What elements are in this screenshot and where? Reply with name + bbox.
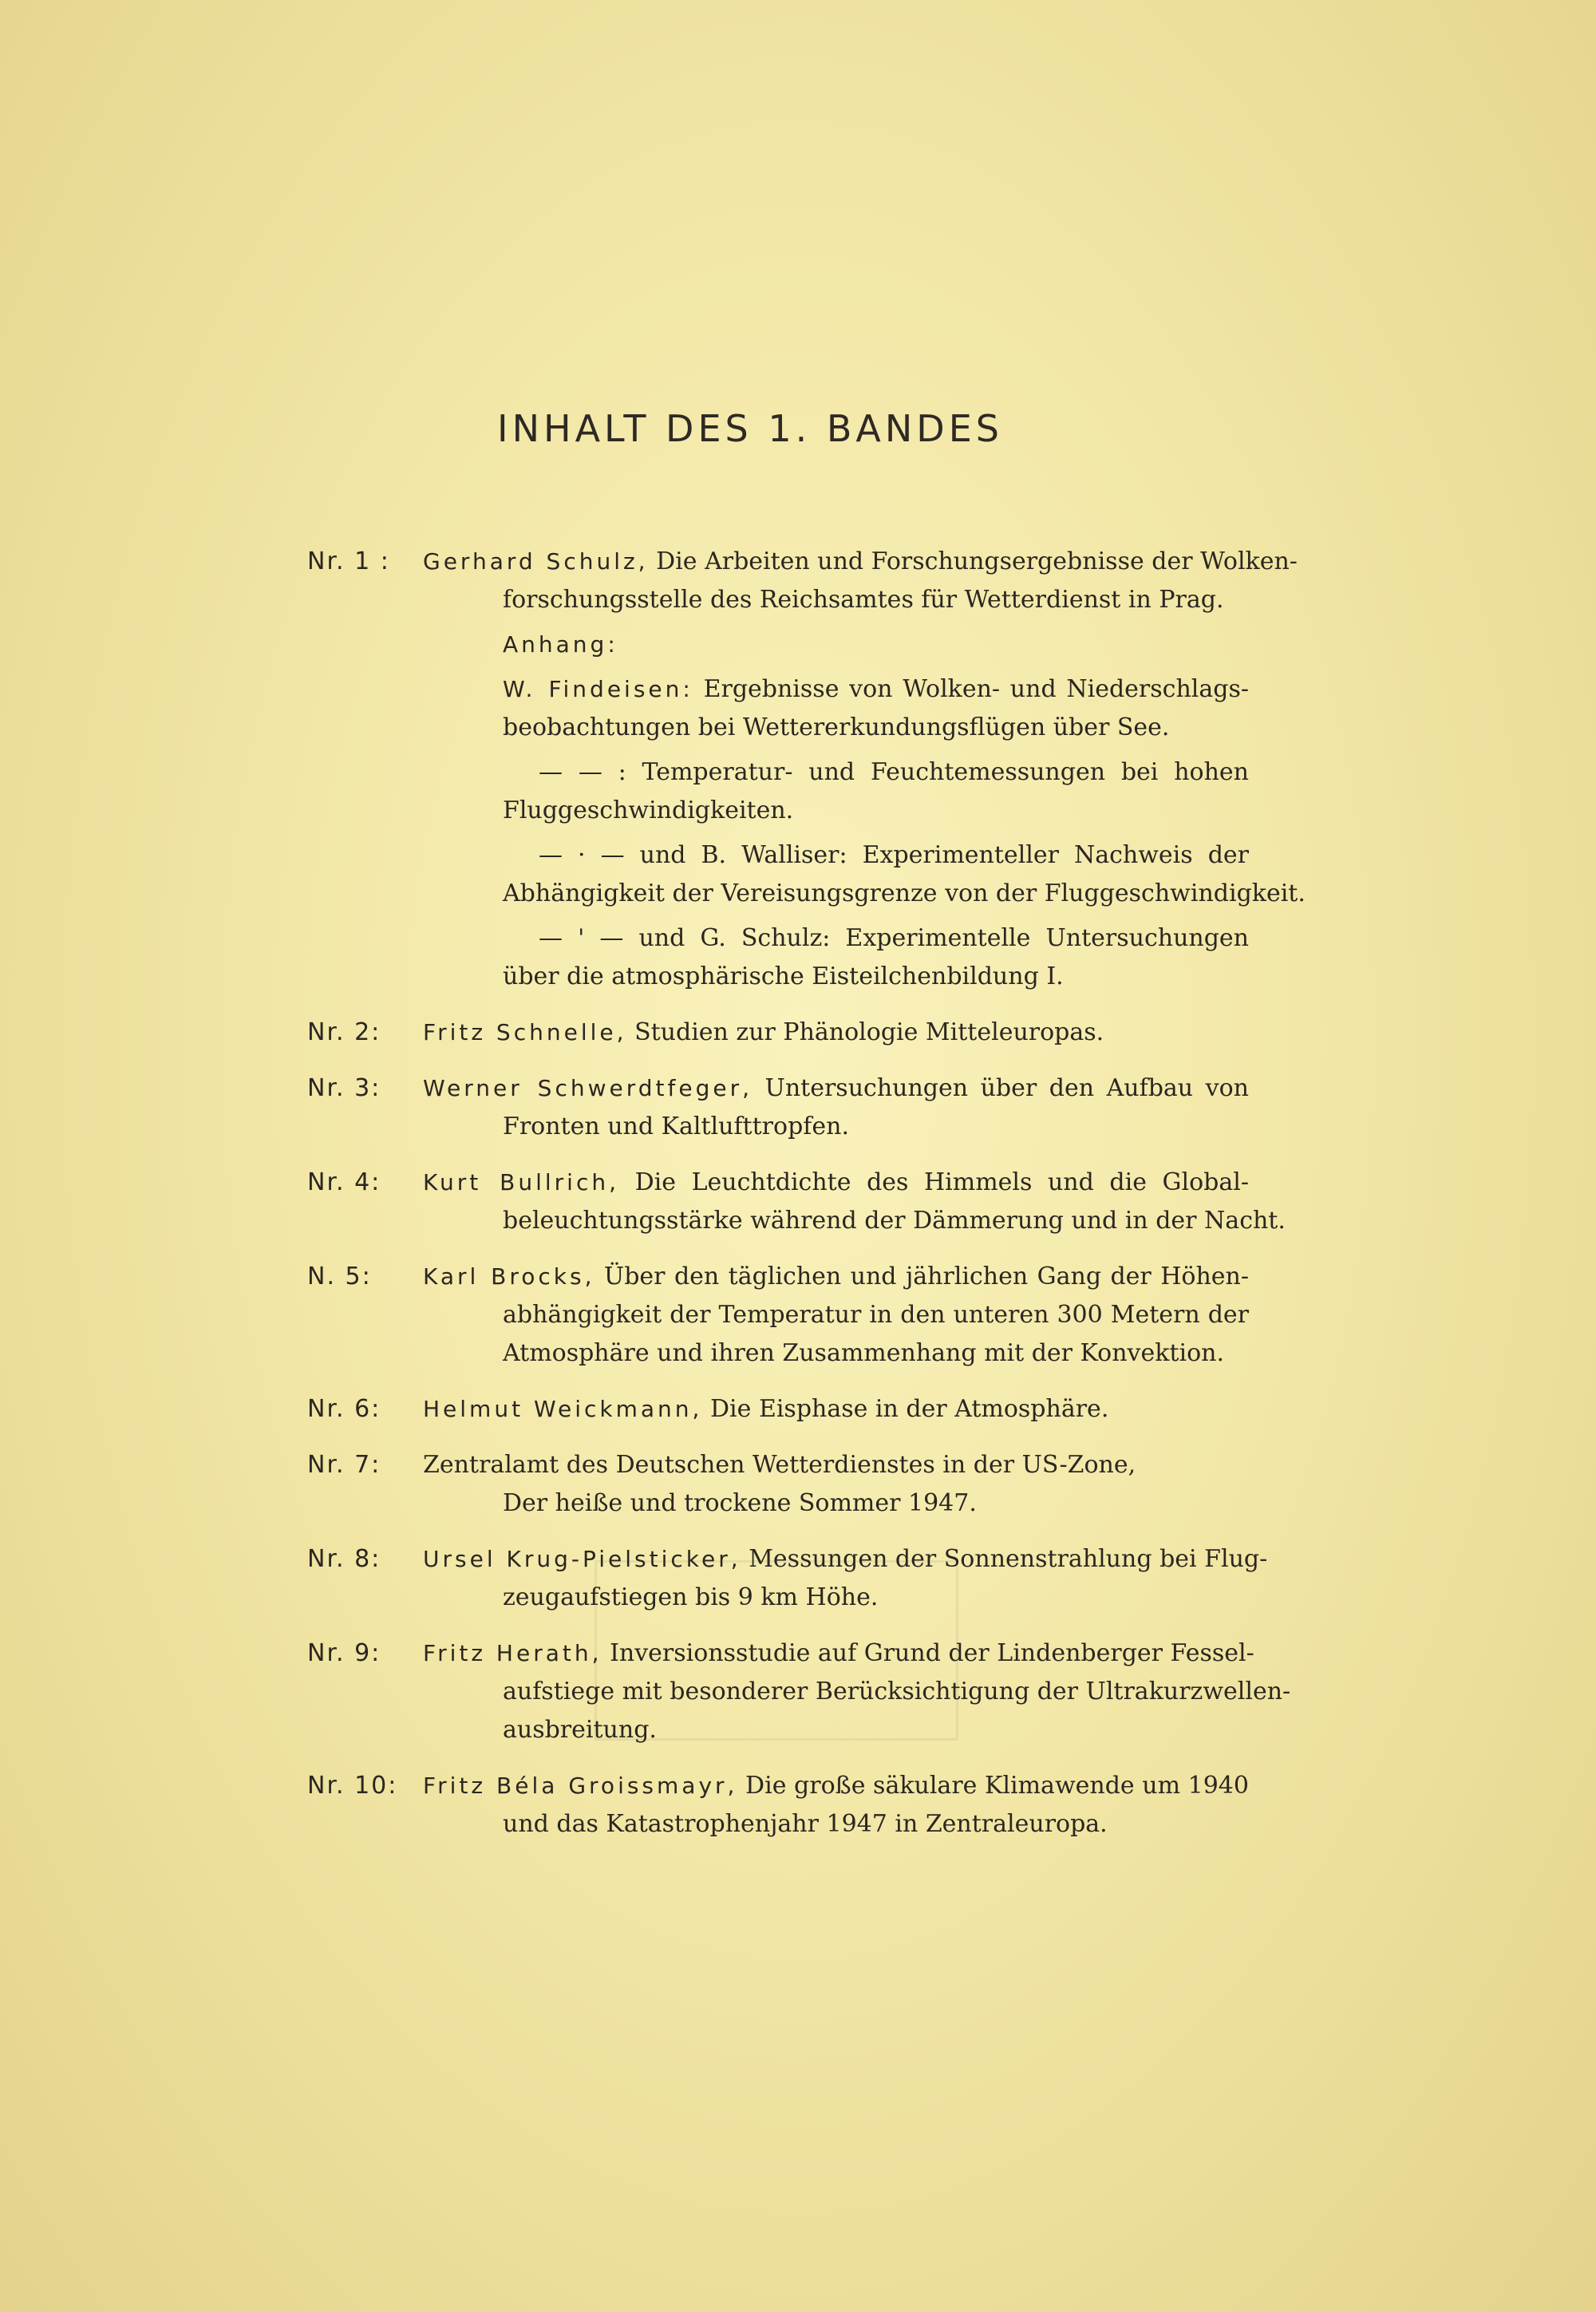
- entry-body: [423, 1069, 1249, 1146]
- entry-author: Fritz Herath,: [423, 1640, 602, 1666]
- entry-title-start: Die Eisphase in der Atmosphäre.: [710, 1395, 1109, 1423]
- entry-line: Der heiße und trockene Sommer 1947.: [503, 1489, 977, 1517]
- entry-body: [423, 1634, 1291, 1749]
- list-item: [307, 1540, 1268, 1617]
- list-item: [307, 1164, 1286, 1240]
- entry-number: Nr. 2:: [307, 1018, 381, 1046]
- entry-body: [423, 543, 1298, 619]
- entry-author: Fritz Schnelle,: [423, 1019, 627, 1045]
- list-item: [307, 1258, 1249, 1373]
- entry-line: [423, 1634, 1254, 1673]
- appendix-item: [503, 753, 1249, 830]
- entry-number: Nr. 3:: [307, 1074, 381, 1102]
- list-item: [307, 543, 1306, 996]
- appendix-item: [503, 670, 1249, 747]
- entry-line: über die atmosphärische Eisteilchenbildung I.: [503, 962, 1064, 990]
- entry-number: Nr. 6:: [307, 1395, 381, 1423]
- appendix: [503, 626, 1306, 996]
- entry-author: Helmut Weickmann,: [423, 1396, 703, 1422]
- entry-title-start: Die Leuchtdichte des Himmels und die Global-: [634, 1168, 1249, 1196]
- entry-number: Nr. 10:: [307, 1772, 398, 1800]
- entry-line: Atmosphäre und ihren Zusammenhang mit der Konvektion.: [503, 1339, 1224, 1367]
- entry-line: [423, 1014, 1249, 1052]
- entry-title-start: Über den täglichen und jährlichen Gang der Höhen-: [603, 1263, 1249, 1290]
- entry-author: Gerhard Schulz,: [423, 548, 649, 575]
- entry-line: Abhängigkeit der Vereisungsgrenze von der Fluggeschwindigkeit.: [503, 879, 1306, 907]
- entry-body: [423, 1258, 1249, 1373]
- entry-body: [423, 1446, 1249, 1523]
- entry-line: zeugaufstiegen bis 9 km Höhe.: [503, 1583, 879, 1611]
- entry-line: beleuchtungsstärke während der Dämmerung und in der Nacht.: [503, 1207, 1286, 1235]
- appendix-item: [503, 919, 1249, 996]
- page-title: INHALT DES 1. BANDES: [497, 407, 1003, 450]
- entry-line: [503, 670, 1249, 709]
- list-item: [307, 1634, 1291, 1749]
- appendix-label: Anhang:: [503, 631, 618, 658]
- entry-line: beobachtungen bei Wettererkundungsflügen über See.: [503, 713, 1170, 741]
- entry-line: — · — und B. Walliser: Experimenteller Nachweis der: [539, 841, 1249, 869]
- entry-line: Fronten und Kaltlufttropfen.: [503, 1113, 849, 1140]
- entry-line: [423, 543, 1298, 581]
- entry-number: Nr. 7:: [307, 1451, 381, 1479]
- entry-title-start: Die große säkulare Klimawende um 1940: [745, 1772, 1249, 1800]
- entry-number: Nr. 8:: [307, 1545, 381, 1573]
- entry-line: abhängigkeit der Temperatur in den unteren 300 Metern der: [503, 1301, 1249, 1329]
- entry-line: forschungsstelle des Reichsamtes für Wetterdienst in Prag.: [503, 586, 1224, 614]
- entry-line: Fluggeschwindigkeiten.: [503, 796, 794, 824]
- contents-list: [307, 543, 1306, 1861]
- entry-line: [423, 1069, 1249, 1108]
- entry-title-start: Die Arbeiten und Forschungsergebnisse der Wolken-: [656, 547, 1298, 575]
- entry-title-start: Messungen der Sonnenstrahlung bei Flug-: [749, 1545, 1268, 1573]
- entry-line: [423, 1767, 1249, 1805]
- entry-body: [423, 1164, 1286, 1240]
- entry-author: Ursel Krug-Pielsticker,: [423, 1546, 741, 1572]
- entry-line: ausbreitung.: [503, 1716, 657, 1744]
- entry-number: Nr. 4:: [307, 1168, 381, 1196]
- appendix-item: [503, 836, 1306, 913]
- entry-body: [423, 1390, 1249, 1429]
- entry-line: Zentralamt des Deutschen Wetterdienstes in der US-Zone,: [423, 1451, 1136, 1479]
- list-item: [307, 1446, 1249, 1523]
- entry-number: N. 5:: [307, 1263, 372, 1290]
- list-item: [307, 1767, 1249, 1844]
- entry-title-start: Inversionsstudie auf Grund der Lindenberger Fessel-: [610, 1639, 1254, 1667]
- entry-title-start: Ergebnisse von Wolken- und Niederschlags-: [703, 675, 1250, 703]
- entry-title-start: Untersuchungen über den Aufbau von: [764, 1074, 1249, 1102]
- entry-line: aufstiege mit besonderer Berücksichtigung der Ultrakurzwellen-: [503, 1678, 1291, 1705]
- entry-line: — ' — und G. Schulz: Experimentelle Untersuchungen: [539, 924, 1249, 952]
- entry-author: Fritz Béla Groissmayr,: [423, 1773, 738, 1799]
- entry-line: und das Katastrophenjahr 1947 in Zentraleuropa.: [503, 1810, 1108, 1838]
- entry-author: W. Findeisen:: [503, 676, 693, 702]
- list-item: [307, 1069, 1249, 1146]
- entry-author: Kurt Bullrich,: [423, 1169, 619, 1196]
- entry-body: [423, 1014, 1249, 1052]
- entry-number: Nr. 1 :: [307, 547, 390, 575]
- entry-body: [423, 1767, 1249, 1844]
- entry-line: [423, 1390, 1249, 1429]
- list-item: [307, 1390, 1249, 1429]
- entry-title-start: Studien zur Phänologie Mitteleuropas.: [634, 1018, 1104, 1046]
- entry-line: [423, 1164, 1249, 1202]
- entry-body: [423, 1540, 1268, 1617]
- entry-number: Nr. 9:: [307, 1639, 381, 1667]
- entry-author: Karl Brocks,: [423, 1263, 595, 1290]
- entry-line: — — : Temperatur- und Feuchtemessungen bei hohen: [539, 758, 1249, 786]
- entry-line: [423, 1258, 1249, 1296]
- entry-author: Werner Schwerdtfeger,: [423, 1075, 753, 1101]
- entry-line: [423, 1540, 1268, 1579]
- list-item: [307, 1014, 1249, 1052]
